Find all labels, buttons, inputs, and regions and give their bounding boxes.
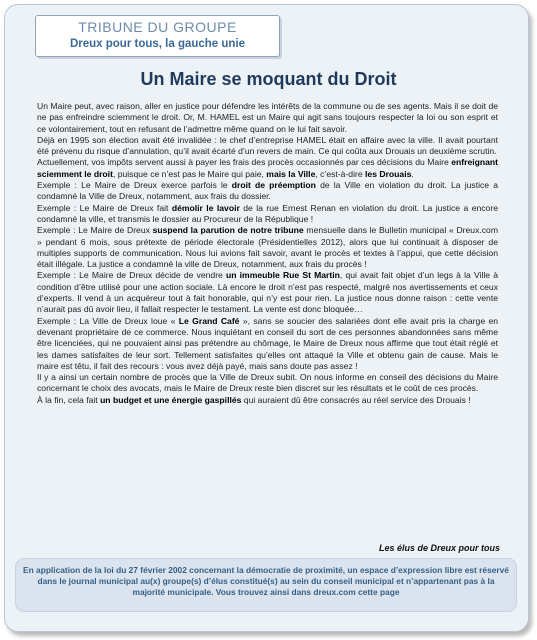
- emphasis-text: droit de préemption: [231, 180, 316, 191]
- article-body: [37, 101, 498, 406]
- paragraph-text: , puisque ce n’est pas le Maire qui paie,: [112, 168, 267, 179]
- paragraph-text: qui auraient dû être consacrés au réel service des Drouais !: [241, 394, 471, 405]
- article-title: Un Maire se moquant du Droit: [140, 69, 397, 89]
- article-paragraph: [37, 157, 498, 180]
- paragraph-text: Exemple : La Ville de Dreux loue «: [37, 315, 179, 326]
- paragraph-text: Exemple : Le Maire de Dreux décide de vendre: [37, 270, 226, 281]
- emphasis-text: un immeuble Rue St Martin: [226, 270, 340, 281]
- article-paragraph: [37, 203, 498, 226]
- emphasis-text: démolir le lavoir: [171, 202, 240, 213]
- paragraph-text: Déjà en 1995 son élection avait été invalidée : le chef d’entreprise HAMEL était en affaire avec la ville. Il avait pourtant été prévenu du risque d’annulation, qu’il avait écarté d’un revers de main. Ce qui coûta aux Drouais un deuxième scrutin.: [37, 134, 498, 157]
- emphasis-text: enfreignant sciemment le droit: [37, 157, 498, 179]
- article-signature: Les élus de Dreux pour tous: [378, 543, 500, 553]
- paragraph-text: , c’est-à-dire: [315, 168, 366, 179]
- paragraph-text: À la fin, cela fait: [37, 394, 101, 405]
- legal-notice: En application de la loi du 27 février 2002 concernant la démocratie de proximité, un espace d’expression libre est réservé dans le journal municipal au(x) groupe(s) d’élus constitué(s) au sein du conseil municipal et n’appartenant pas à la majorité municipale. Vous trouvez ainsi dans dreux.com cette page: [15, 558, 517, 612]
- paragraph-text: de la Ville en violation du droit. La justice a condamné la Ville de Dreux, notamment, aux frais du dossier.: [37, 180, 498, 202]
- paragraph-text: Il y a ainsi un certain nombre de procès que la Ville de Dreux subit. On nous informe en conseil des décisions du Maire concernant le choix des avocats, mais le Maire de Dreux reste bien discret sur les résultats et le coût de ces procès.: [37, 372, 498, 394]
- paragraph-text: Exemple : Le Maire de Dreux: [37, 225, 153, 236]
- group-header-title: TRIBUNE DU GROUPE: [78, 19, 237, 35]
- paragraph-text: Exemple : Le Maire de Dreux fait: [37, 202, 172, 213]
- article-paragraph: [37, 395, 498, 406]
- paragraph-text: mensuelle dans le Bulletin municipal « Dreux.com » pendant 6 mois, sous prétexte de période électorale (Présidentielles 2012), alors que lui continuait à disposer de multiples supports de communication. Nous lui avions fait savoir, avant le procès et textes à l’appui, que cette décision était illégale. La justice a condamné la ville de Dreux, notamment, aux frais du procès !: [37, 225, 498, 270]
- paragraph-text: », sans se soucier des salariées dont elle avait pris la charge en devenant propriétaire de ce commerce. Nous inquiétant en conseil du sort de ces personnes abandonnées sans même être licenciées, qui ne pouvaient ainsi pas prétendre au chômage, le Maire de Dreux nous affirme que tout était réglé et les dames satisfaites de leur sort. Tellement satisfaites qu’elles ont attaqué la Ville et obtenu gain de cause. Mais le maire est têtu, il fait des recours : vous avez déjà payé, mais sans doute pas assez !: [37, 315, 499, 371]
- emphasis-text: un budget et une énergie gaspillés: [100, 394, 242, 405]
- paragraph-text: Actuellement, vos impôts servent aussi à payer les frais des procès occasionnés par ces décisions du Maire: [37, 157, 452, 168]
- article-paragraph: [37, 135, 498, 158]
- emphasis-text: les Drouais: [365, 168, 412, 179]
- article-paragraph: [37, 372, 498, 395]
- paragraph-text: Exemple : Le Maire de Dreux exerce parfois le: [37, 180, 232, 191]
- emphasis-text: mais la Ville: [266, 168, 316, 179]
- group-header-box: [35, 15, 280, 57]
- paragraph-text: , qui avait fait objet d’un legs à la Ville à condition d’être utilisé pour une action sociale. Là encore le droit n’est pas respecté, malgré nos avertissements et ceux d’experts. Il vend à un acquéreur tout à fait honorable, qui n’y est pour rien. La justice nous donne raison : cette vente n’aurait pas dû avoir lieu, il fallait respecter le testament. La vente est donc bloquée…: [37, 270, 498, 315]
- paragraph-text: .: [411, 168, 414, 179]
- article-paragraph: [37, 101, 498, 135]
- emphasis-text: suspend la parution de notre tribune: [152, 225, 304, 236]
- article-paragraph: [37, 180, 498, 203]
- group-header-subtitle: Dreux pour tous, la gauche unie: [69, 38, 246, 50]
- article-paragraph: [37, 270, 498, 315]
- article-paragraph: [37, 225, 498, 270]
- paragraph-text: de la rue Ernest Renan en violation du droit. La justice a encore condamné la ville, et transmis le dossier au Procureur de la République !: [37, 202, 498, 224]
- emphasis-text: Le Grand Café: [178, 315, 240, 326]
- article-paragraph: [37, 316, 498, 372]
- paragraph-text: Un Maire peut, avec raison, aller en justice pour défendre les intérêts de la commune ou de ses agents. Mais il se doit de ne pas enfreindre sciemment le droit. Or, M. HAMEL est un Maire qui agit sans toujours respecter la loi ou son esprit et ce volontairement, tout en refusant de l’admettre même quand on le lui fait savoir.: [37, 101, 498, 134]
